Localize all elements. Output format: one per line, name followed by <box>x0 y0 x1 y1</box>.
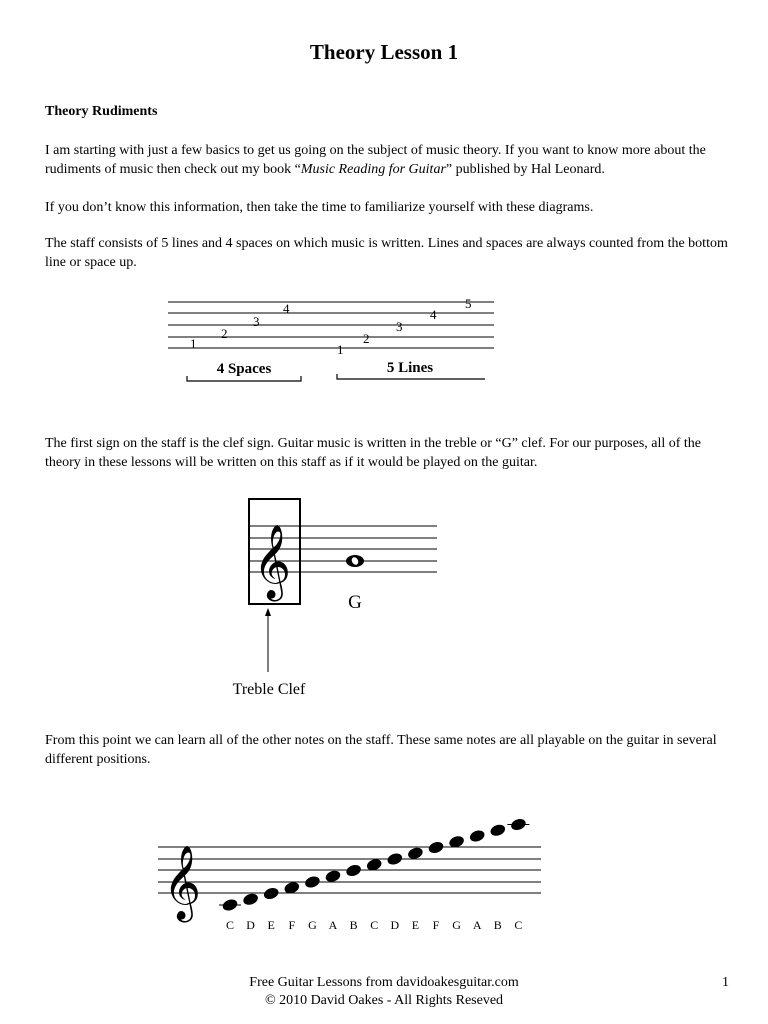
paragraph-notes: From this point we can learn all of the other notes on the staff. These same notes are all playable on the guitar in several different positions. <box>45 733 717 767</box>
note-name-label: D <box>390 918 400 932</box>
scale-notes <box>219 817 529 932</box>
footer-copyright: © 2010 David Oakes - All Rights Reseved <box>264 993 504 1008</box>
note-head <box>468 829 486 844</box>
note-head <box>407 846 425 861</box>
note-head <box>221 898 239 913</box>
line-number: 5 <box>465 296 472 311</box>
note-name-label: D <box>246 918 255 932</box>
note-name-label: G <box>452 918 461 932</box>
paragraph-staff: The staff consists of 5 lines and 4 spaces on which music is written. Lines and spaces are always counted from the bottom line or space up. <box>45 236 728 270</box>
note-name-label: F <box>432 918 440 932</box>
note-name-label: C <box>370 918 379 932</box>
note-name-label: E <box>267 918 275 932</box>
note-name-label: G <box>308 918 317 932</box>
note-name-label: C <box>514 918 523 932</box>
clef-arrow <box>265 608 271 672</box>
note-name-label: F <box>288 918 296 932</box>
clef-staff <box>300 526 437 572</box>
arrow-up-icon <box>265 608 271 616</box>
paragraph-familiarize: If you don’t know this information, then take the time to familiarize yourself with these diagrams. <box>45 200 594 215</box>
page-number: 1 <box>722 975 729 990</box>
footer-site: Free Guitar Lessons from davidoakesguitar.com <box>249 975 519 990</box>
intro-text-end: ” published by Hal Leonard. <box>445 162 605 177</box>
note-head <box>489 823 507 838</box>
line-number: 2 <box>363 331 370 346</box>
treble-clef-label: Treble Clef <box>232 681 306 698</box>
note-name-label: A <box>472 918 482 932</box>
note-head <box>262 886 280 901</box>
staff-diagram <box>168 302 494 348</box>
note-head <box>386 852 404 867</box>
note-name-label: E <box>411 918 420 932</box>
page-title: Theory Lesson 1 <box>309 40 459 64</box>
lines-label: 5 Lines <box>386 360 434 376</box>
treble-clef-icon: 𝄞 <box>253 525 291 599</box>
note-head <box>427 840 445 855</box>
space-number: 2 <box>221 326 228 341</box>
intro-text-start: I am starting with just a few basics to get us going on the subject of music theory. If you want to know more about the rudiments of music then check out my book “ <box>45 143 706 177</box>
note-label-g: G <box>348 592 362 613</box>
treble-clef-icon: 𝄞 <box>163 846 201 920</box>
clef-box <box>249 499 300 604</box>
note-head <box>510 817 528 832</box>
whole-note-g <box>346 555 364 567</box>
note-name-label: A <box>328 918 338 932</box>
note-head <box>242 892 260 907</box>
space-number: 1 <box>190 336 197 351</box>
note-head <box>345 863 363 878</box>
note-head <box>324 869 342 884</box>
book-title: Music Reading for Guitar <box>300 162 446 177</box>
space-number: 3 <box>253 314 260 329</box>
spaces-label: 4 Spaces <box>216 361 272 377</box>
line-number: 1 <box>337 342 344 357</box>
note-name-label: B <box>493 918 502 932</box>
note-name-label: C <box>225 918 235 932</box>
paragraph-clef: The first sign on the staff is the clef sign. Guitar music is written in the treble or “G” clef. For our purposes, all of the theory in these lessons will be written on this staff as if it would be played on the guitar. <box>45 436 702 470</box>
space-number: 4 <box>283 301 290 316</box>
line-number: 4 <box>430 307 437 322</box>
line-number: 3 <box>396 319 403 334</box>
section-heading: Theory Rudiments <box>45 104 158 119</box>
note-head <box>304 875 322 890</box>
note-name-label: B <box>349 918 358 932</box>
